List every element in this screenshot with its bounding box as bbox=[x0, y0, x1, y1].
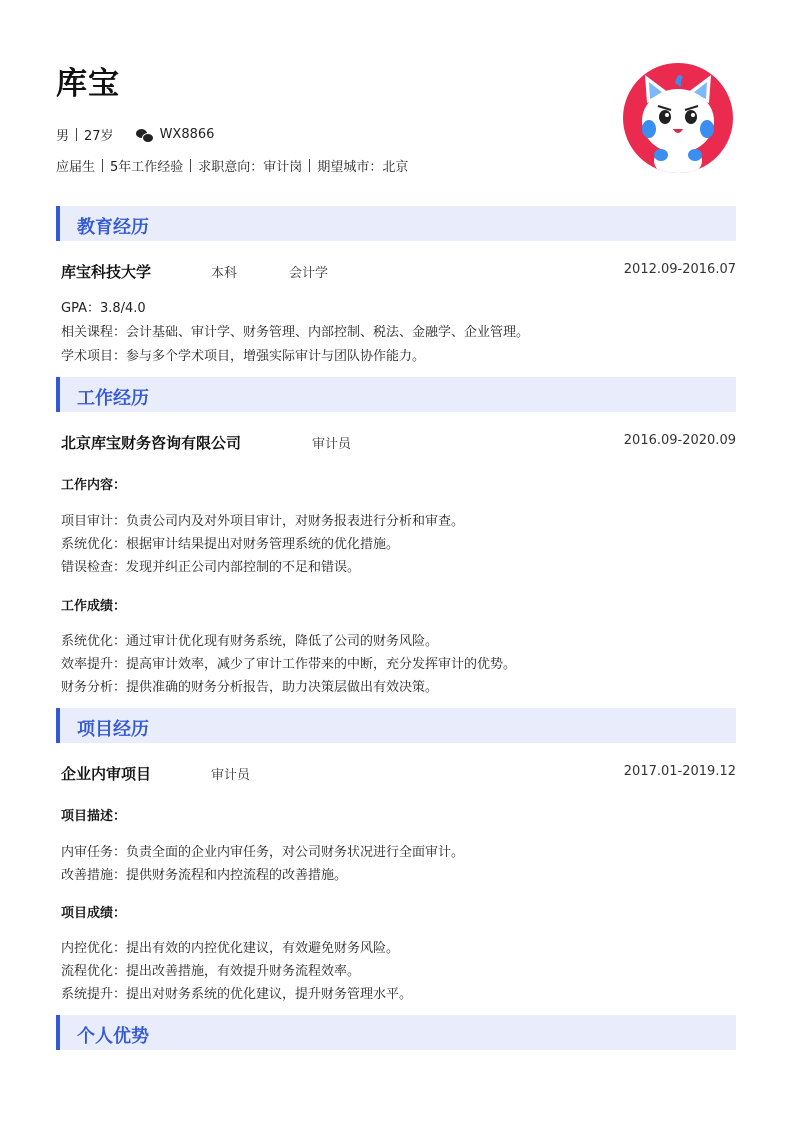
divider bbox=[309, 159, 310, 172]
job-info-row bbox=[56, 156, 408, 175]
education-line: GPA：3.8/4.0 bbox=[61, 301, 146, 316]
wechat-id: WX8866 bbox=[159, 127, 215, 142]
divider bbox=[102, 159, 103, 172]
project-name: 企业内审项目 bbox=[61, 765, 152, 783]
project-desc-line: 内审任务：负责全面的企业内审任务，对公司财务状况进行全面审计。 bbox=[61, 845, 465, 860]
status: 应届生 bbox=[56, 160, 96, 175]
work-achievement-line: 系统优化：通过审计优化现有财务系统，降低了公司的财务风险。 bbox=[61, 634, 439, 649]
work-achievement-line: 财务分析：提供准确的财务分析报告，助力决策层做出有效决策。 bbox=[61, 680, 439, 695]
project-date: 2017.01-2019.12 bbox=[623, 764, 736, 779]
section-education bbox=[56, 206, 736, 241]
work-content-line: 错误检查：发现并纠正公司内部控制的不足和错误。 bbox=[61, 560, 361, 575]
education-date: 2012.09-2016.07 bbox=[623, 262, 736, 277]
major: 会计学 bbox=[289, 266, 329, 281]
section-advantage bbox=[56, 1015, 736, 1050]
project-result-line: 内控优化：提出有效的内控优化建议，有效避免财务风险。 bbox=[61, 941, 400, 956]
section-accent-bar bbox=[56, 377, 60, 412]
work-date: 2016.09-2020.09 bbox=[623, 433, 736, 448]
project-result-title: 项目成绩： bbox=[61, 906, 127, 921]
section-accent-bar bbox=[56, 708, 60, 743]
section-title: 教育经历 bbox=[77, 217, 149, 238]
project-result-line: 系统提升：提出对财务系统的优化建议，提升财务管理水平。 bbox=[61, 987, 413, 1002]
project-desc-line: 改善措施：提供财务流程和内控流程的改善措施。 bbox=[61, 868, 348, 883]
divider bbox=[76, 128, 77, 141]
project-role: 审计员 bbox=[211, 768, 251, 783]
avatar bbox=[623, 63, 733, 173]
section-title: 工作经历 bbox=[77, 388, 149, 409]
project-result-line: 流程优化：提出改善措施，有效提升财务流程效率。 bbox=[61, 964, 361, 979]
cartoon-cat-avatar-icon bbox=[623, 63, 733, 173]
company-name: 北京库宝财务咨询有限公司 bbox=[61, 434, 242, 452]
age: 27岁 bbox=[84, 129, 114, 144]
work-content-line: 项目审计：负责公司内及对外项目审计，对财务报表进行分析和审查。 bbox=[61, 514, 465, 529]
job-intent: 求职意向：审计岗 bbox=[198, 160, 303, 175]
basic-info-row bbox=[56, 125, 214, 144]
section-title: 个人优势 bbox=[77, 1026, 149, 1047]
work-content-title: 工作内容： bbox=[61, 478, 127, 493]
section-accent-bar bbox=[56, 1015, 60, 1050]
degree: 本科 bbox=[211, 266, 238, 281]
expected-city: 期望城市：北京 bbox=[317, 160, 409, 175]
school-name: 库宝科技大学 bbox=[61, 263, 152, 281]
work-achievement-line: 效率提升：提高审计效率，减少了审计工作带来的中断，充分发挥审计的优势。 bbox=[61, 657, 517, 672]
work-achievement-title: 工作成绩： bbox=[61, 599, 127, 614]
section-work bbox=[56, 377, 736, 412]
project-desc-title: 项目描述： bbox=[61, 809, 127, 824]
section-accent-bar bbox=[56, 206, 60, 241]
candidate-name: 库宝 bbox=[56, 66, 120, 102]
job-role: 审计员 bbox=[312, 437, 352, 452]
education-line: 相关课程：会计基础、审计学、财务管理、内部控制、税法、金融学、企业管理。 bbox=[61, 325, 530, 340]
section-project bbox=[56, 708, 736, 743]
experience: 5年工作经验 bbox=[110, 160, 184, 175]
divider bbox=[190, 159, 191, 172]
wechat-icon bbox=[136, 129, 152, 141]
section-title: 项目经历 bbox=[77, 719, 149, 740]
gender: 男 bbox=[56, 129, 70, 144]
education-line: 学术项目：参与多个学术项目，增强实际审计与团队协作能力。 bbox=[61, 349, 426, 364]
work-content-line: 系统优化：根据审计结果提出对财务管理系统的优化措施。 bbox=[61, 537, 400, 552]
